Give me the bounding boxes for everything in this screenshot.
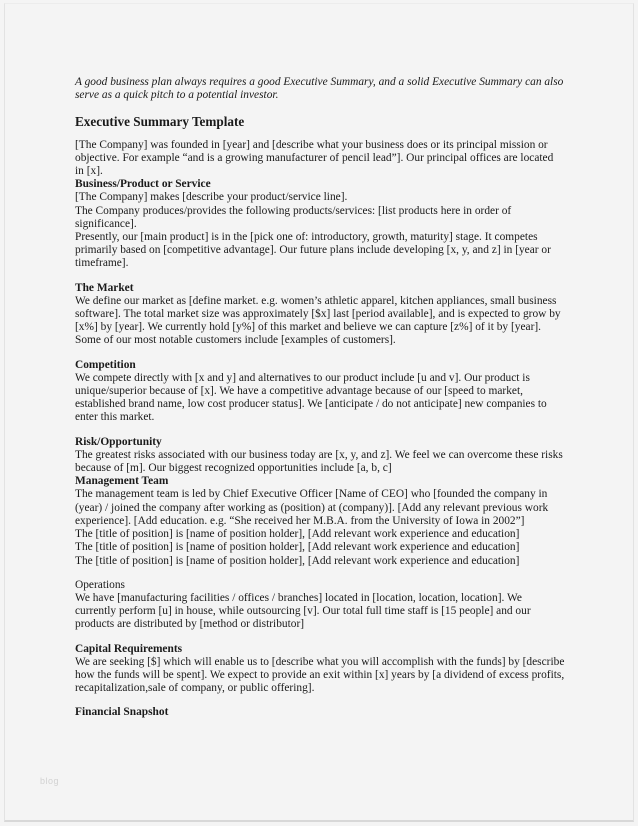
section-heading: Capital Requirements [75,642,183,655]
paragraph: We are seeking [$] which will enable us to [describe what you will accomplish with the funds] by [describe how the funds will be spent]. We expect to provide an exit within [x] years by [a dividend of excess profits, recapitalization,sale of company, or public offering]. [75,655,565,695]
paragraph: The [title of position] is [name of position holder], [Add relevant work experience and education] [75,528,520,541]
document-body [75,76,565,731]
section-heading: Business/Product or Service [75,178,211,191]
paragraph: The [title of position] is [name of position holder], [Add relevant work experience and education] [75,554,520,567]
section-management-team [75,475,565,567]
section-heading: Risk/Opportunity [75,435,162,448]
paragraph: We compete directly with [x and y] and alternatives to our product include [u and v]. Our product is unique/superior because of [x]. We have a competitive advantage because of our [speed to market, established brand name, low cost producer status]. We [anticipate / do not anticipate] new companies to enter this market. [75,371,547,424]
section-operations [75,579,565,632]
paragraph: The [title of position] is [name of position holder], [Add relevant work experience and education] [75,541,520,554]
paragraph: We define our market as [define market. e.g. women’s athletic apparel, kitchen appliances, small business software]. The total market size was approximately [$x] last [period available], and is expected to grow by [x%] by [year]. We currently hold [y%] of this market and believe we can capture [z%] of it by [year]. Some of our most notable customers include [examples of customers]. [75,294,561,347]
section-heading: Financial Snapshot [75,706,169,719]
watermark: blog [40,776,60,786]
section-financial-snapshot [75,706,565,719]
intro-text: A good business plan always requires a good Executive Summary, and a solid Executive Summary can also serve as a quick pitch to a potential investor. [75,76,564,102]
opening-paragraph: [The Company] was founded in [year] and [describe what your business does or its principal mission or objective. For example “and is a growing manufacturer of pencil lead”]. Our principal offices are located in [x]. [75,138,554,178]
page-title: Executive Summary Template [75,114,245,130]
paragraph: We have [manufacturing facilities / offices / branches] located in [location, location, location]. We currently perform [u] in house, while outsourcing [v]. Our total full time staff is [15 people] and our products are distributed by [method or distributor] [75,591,531,631]
paragraph: The Company produces/provides the following products/services: [list products here in order of significance]. [75,204,512,230]
paragraph: [The Company] makes [describe your product/service line]. [75,191,348,204]
paragraph: Presently, our [main product] is in the [pick one of: introductory, growth, maturity] stage. It competes primarily based on [competitive advantage]. Our future plans include developing [x, y, and z] in [year or timeframe]. [75,231,551,270]
section-risk-opportunity [75,436,565,476]
section-market [75,282,565,348]
section-capital-requirements [75,643,565,696]
paragraph: The management team is led by Chief Executive Officer [Name of CEO] who [founded the company in (year) / joined the company after working as (position) at (company)]. [Add any relevant previous work experience]. [Add education. e.g. “She received her M.B.A. from the University of Iowa in 2002”] [75,488,549,527]
section-heading: Operations [75,578,125,591]
section-business-product [75,178,565,270]
section-heading: The Market [75,281,134,294]
section-competition [75,359,565,425]
section-heading: Management Team [75,475,169,488]
section-heading: Competition [75,358,136,371]
paragraph: The greatest risks associated with our business today are [x, y, and z]. We feel we can overcome these risks because of [m]. Our biggest recognized opportunities include [a, b, c] [75,448,563,475]
